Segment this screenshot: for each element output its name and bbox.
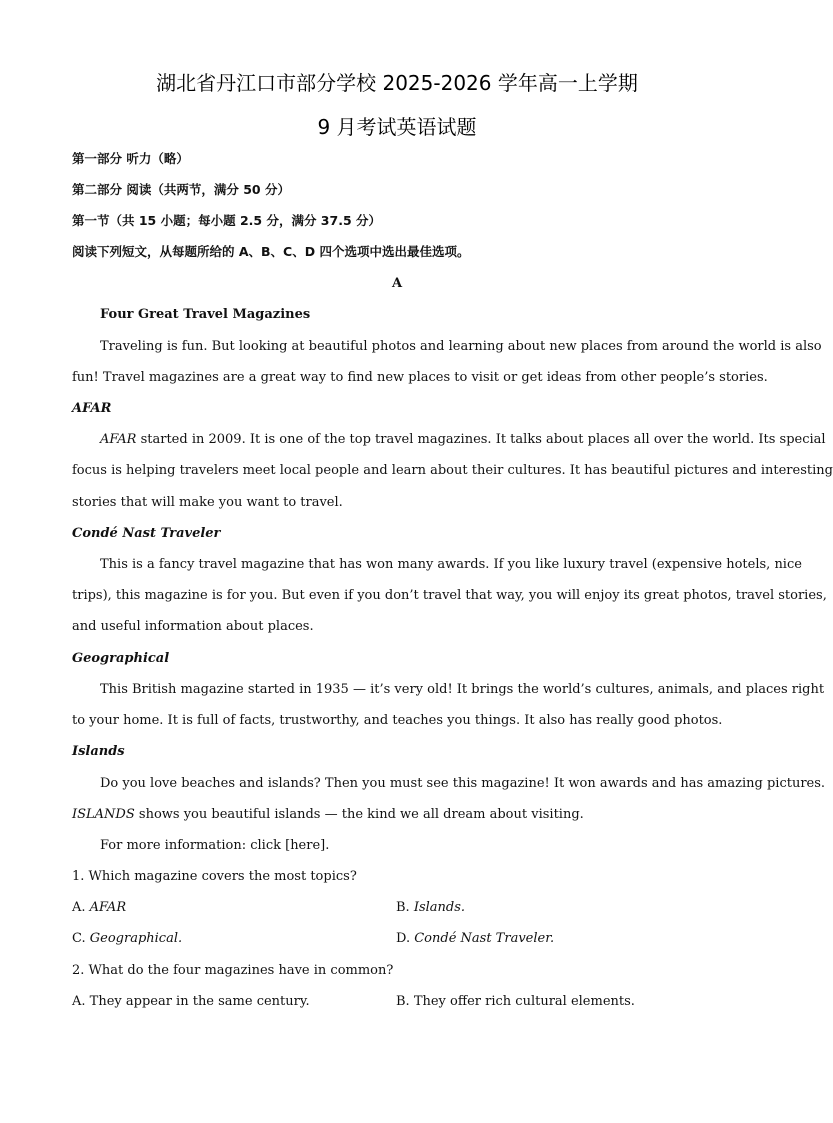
islands-name: ISLANDS bbox=[72, 807, 135, 822]
conde-heading: Condé Nast Traveler bbox=[72, 526, 221, 541]
afar-line-text: started in 2009. It is one of the top travel magazines. It talks about places all over the world. Its special bbox=[136, 432, 826, 447]
option-letter: A. bbox=[72, 900, 90, 915]
option-text: Condé Nast Traveler. bbox=[414, 931, 555, 946]
question-1-stem: 1. Which magazine covers the most topics? bbox=[72, 869, 357, 884]
passage-letter: A bbox=[391, 276, 403, 291]
option-letter: D. bbox=[396, 931, 415, 946]
islands-paragraph-line: Do you love beaches and islands? Then you must see this magazine! It won awards and has amazing pictures. bbox=[100, 776, 826, 791]
geographical-heading: Geographical bbox=[72, 651, 170, 666]
geographical-paragraph-line: This British magazine started in 1935 — it’s very old! It brings the world’s cultures, animals, and places right bbox=[100, 682, 825, 697]
conde-paragraph-line: and useful information about places. bbox=[72, 619, 314, 634]
question-1-option-b[interactable] bbox=[396, 899, 465, 917]
option-text: Geographical. bbox=[89, 931, 183, 946]
option-letter: B. bbox=[396, 900, 414, 915]
exam-title-line-1: 湖北省丹江口市部分学校 2025-2026 学年高一上学期 bbox=[156, 71, 638, 95]
afar-name: AFAR bbox=[100, 432, 137, 447]
afar-paragraph-line: focus is helping travelers meet local people and learn about their cultures. It has beautiful pictures and interesting bbox=[72, 463, 833, 478]
option-text: AFAR bbox=[89, 900, 127, 915]
question-2-option-a[interactable]: A. They appear in the same century. bbox=[72, 994, 310, 1009]
more-info-line: For more information: click [here]. bbox=[100, 838, 330, 853]
afar-paragraph-line bbox=[100, 431, 826, 449]
reading-instruction: 阅读下列短文，从每题所给的 A、B、C、D 四个选项中选出最佳选项。 bbox=[72, 244, 470, 259]
geographical-paragraph-line: to your home. It is full of facts, trustworthy, and teaches you things. It also has really good photos. bbox=[72, 713, 723, 728]
islands-heading: Islands bbox=[72, 744, 125, 759]
part-one-heading: 第一部分 听力（略） bbox=[72, 151, 189, 166]
islands-line-text: shows you beautiful islands — the kind we all dream about visiting. bbox=[134, 807, 584, 822]
islands-paragraph-line bbox=[72, 806, 722, 824]
conde-paragraph-line: trips), this magazine is for you. But even if you don’t travel that way, you will enjoy its great photos, travel stories, bbox=[72, 588, 827, 603]
afar-paragraph-line: stories that will make you want to travel. bbox=[72, 495, 343, 510]
question-2-stem: 2. What do the four magazines have in common? bbox=[72, 963, 394, 978]
intro-paragraph-line: Traveling is fun. But looking at beautiful photos and learning about new places from around the world is also bbox=[100, 339, 822, 354]
option-text: Islands. bbox=[413, 900, 466, 915]
afar-heading: AFAR bbox=[72, 401, 112, 416]
conde-paragraph-line: This is a fancy travel magazine that has won many awards. If you like luxury travel (expensive hotels, nice bbox=[100, 557, 802, 572]
exam-title-line-2: 9 月考试英语试题 bbox=[317, 115, 477, 139]
part-two-heading: 第二部分 阅读（共两节，满分 50 分） bbox=[72, 182, 290, 197]
intro-paragraph-line: fun! Travel magazines are a great way to find new places to visit or get ideas from other people’s stories. bbox=[72, 370, 768, 385]
option-letter: C. bbox=[72, 931, 90, 946]
section-one-heading: 第一节（共 15 小题；每小题 2.5 分，满分 37.5 分） bbox=[72, 213, 381, 228]
question-1-option-c[interactable] bbox=[72, 930, 182, 948]
question-1-option-a[interactable] bbox=[72, 899, 126, 917]
passage-title: Four Great Travel Magazines bbox=[100, 307, 311, 322]
question-1-option-d[interactable] bbox=[396, 930, 554, 948]
question-2-option-b[interactable]: B. They offer rich cultural elements. bbox=[396, 994, 635, 1009]
